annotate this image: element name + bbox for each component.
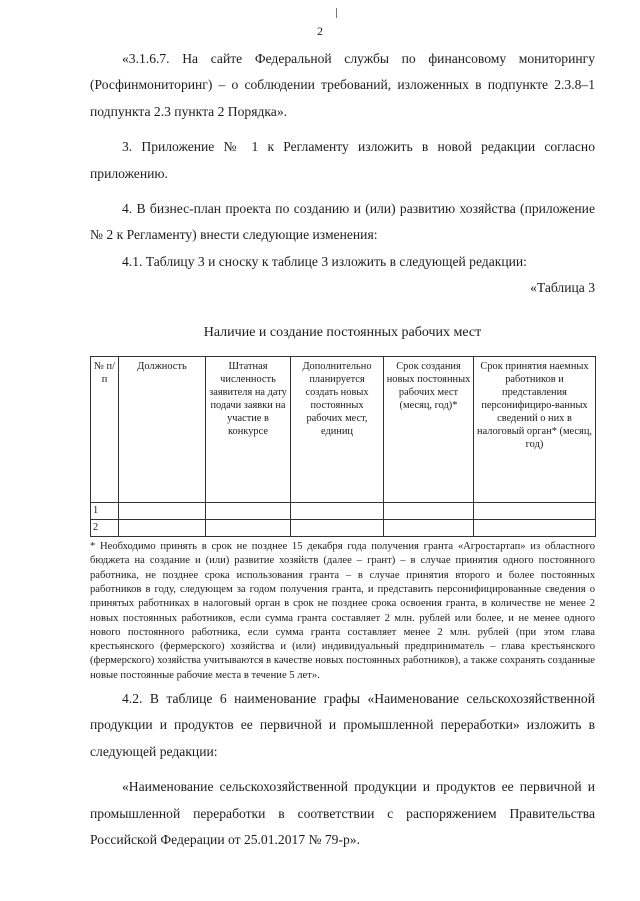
- table-footnote: * Необходимо принять в срок не позднее 15 декабря года получения гранта «Агростартап» из областного бюджета на создание и (или) развитие хозяйств (далее – грант) – в случае принятия одного постоянного работника, не позднее срока использования гранта – в случае принятия второго и более постоянных работников в году, следующем за годом получения гранта, и представить персонифицированные сведения о принятых работниках в налоговый орган в срок не позднее срока освоения гранта, в количестве не менее 2 новых постоянных работников, если сумма гранта составляет 2 млн. рублей или более, и не менее одного нового постоянного работника, если сумма гранта составляет менее 2 млн. рублей (при этом глава крестьянского (фермерского) хозяйства и (или) индивидуальный предприниматель – глава крестьянского (фермерского) хозяйства учитываются в качестве новых постоянных работников), а также сохранять созданные новые постоянные рабочие места в течение 5 лет».: [90, 541, 595, 681]
- header-new-jobs: Дополнительно планируется создать новых постоянных рабочих мест, единиц: [291, 357, 384, 503]
- header-creation-date: Срок создания новых постоянных рабочих мест (месяц, год)*: [384, 357, 474, 503]
- table-cell: [206, 503, 291, 520]
- table-row: [91, 503, 596, 520]
- table-cell: [474, 503, 596, 520]
- table-cell: [119, 520, 206, 537]
- table-cell: 1: [91, 503, 119, 520]
- document-body: [90, 46, 595, 853]
- paragraph-4-1: 4.1. Таблицу 3 и сноску к таблице 3 изложить в следующей редакции:: [122, 253, 527, 269]
- header-hiring-date: Срок принятия наемных работников и представления персонифициро-ванных сведений о них в налоговый орган* (месяц, год): [474, 357, 596, 503]
- paragraph-new-column-name: «Наименование сельскохозяйственной продукции и продуктов ее первичной и промышленной переработки в соответствии с распоряжением Правительства Российской Федерации от 25.01.2017 № 79-р».: [90, 779, 595, 848]
- table-title: Наличие и создание постоянных рабочих мест: [203, 324, 482, 340]
- table-cell: [206, 520, 291, 537]
- table-cell: [119, 503, 206, 520]
- table-cell: [474, 520, 596, 537]
- table-cell: [384, 503, 474, 520]
- header-staff-count: Штатная численность заявителя на дату подачи заявки на участие в конкурсе: [206, 357, 291, 503]
- scan-mark: [336, 8, 337, 18]
- table-cell: [384, 520, 474, 537]
- table-header-row: [91, 357, 596, 503]
- table-cell: [291, 520, 384, 537]
- paragraph-4: 4. В бизнес-план проекта по созданию и (или) развитию хозяйства (приложение № 2 к Регламенту) внести следующие изменения:: [90, 201, 595, 243]
- jobs-table: [90, 356, 596, 537]
- table-reference: «Таблица 3: [530, 280, 595, 296]
- paragraph-3-1-6-7: «3.1.6.7. На сайте Федеральной службы по финансовому мониторингу (Росфинмониторинг) – о соблюдении требований, изложенных в подпункте 2.3.8–1 подпункта 2.3 пункта 2 Порядка».: [90, 51, 595, 119]
- page-number: 2: [317, 24, 323, 38]
- table-cell: [291, 503, 384, 520]
- paragraph-3: 3. Приложение № 1 к Регламенту изложить в новой редакции согласно приложению.: [90, 139, 595, 181]
- table-cell: 2: [91, 520, 119, 537]
- header-number: № п/п: [91, 357, 119, 503]
- table-row: [91, 520, 596, 537]
- header-position: Должность: [119, 357, 206, 503]
- paragraph-4-2: 4.2. В таблице 6 наименование графы «Наименование сельскохозяйственной продукции и продуктов ее первичной и промышленной переработки» изложить в следующей редакции:: [90, 691, 595, 759]
